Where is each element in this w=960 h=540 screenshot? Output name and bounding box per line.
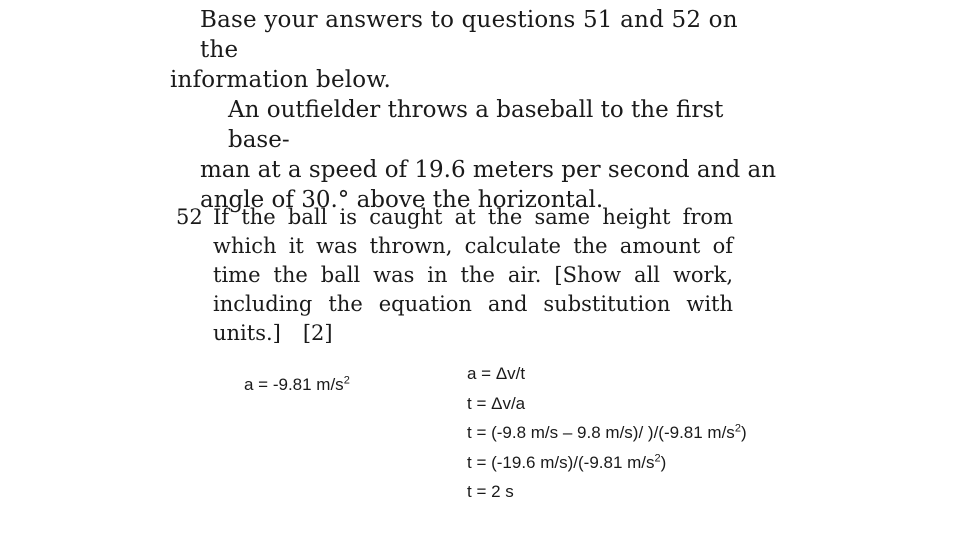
- solution-line-3-exponent: 2: [734, 422, 741, 435]
- given-text: a = -9.81 m/s: [244, 375, 344, 394]
- solution-line-4: [467, 448, 747, 478]
- question-line-5-text: units.]: [213, 321, 281, 345]
- solution-line-4-text: t = (-19.6 m/s)/(-9.81 m/s: [467, 452, 655, 472]
- solution-line-4-end: ): [660, 452, 667, 472]
- question-line-4: including the equation and substitution with: [213, 292, 733, 316]
- solution-line-5: t = 2 s: [467, 482, 514, 501]
- scenario-line-2: man at a speed of 19.6 meters per second and an: [200, 157, 777, 183]
- solution-line-3: [467, 418, 747, 448]
- question-line-5: [213, 319, 733, 348]
- question-line-3: time the ball was in the air. [Show all work,: [213, 263, 733, 287]
- solution-steps: [467, 359, 747, 507]
- solution-line-3-end: ): [740, 423, 747, 442]
- intro-text: [170, 5, 770, 95]
- question-points: [2]: [302, 321, 333, 345]
- question-text: [213, 203, 733, 348]
- intro-line-2: information below.: [170, 67, 392, 93]
- question-line-1: If the ball is caught at the same height from: [213, 205, 733, 229]
- solution-line-1: a = Δv/t: [467, 364, 526, 383]
- scenario-paragraph: [200, 95, 780, 215]
- question-line-2: which it was thrown, calculate the amount of: [213, 234, 733, 258]
- scenario-line-1: An outfielder throws a baseball to the first base-: [228, 97, 724, 153]
- intro-line-1: Base your answers to questions 51 and 52 on the: [200, 7, 738, 63]
- solution-line-3-text: t = (-9.8 m/s – 9.8 m/s)/ )/(-9.81 m/s: [467, 423, 735, 442]
- given-acceleration: [244, 371, 350, 399]
- scenario-line-3: angle of 30.° above the horizontal.: [200, 187, 604, 213]
- given-exponent: 2: [343, 374, 350, 387]
- question-number: 52: [176, 205, 203, 229]
- solution-line-4-exponent: 2: [654, 451, 661, 464]
- solution-line-2: t = Δv/a: [467, 393, 526, 413]
